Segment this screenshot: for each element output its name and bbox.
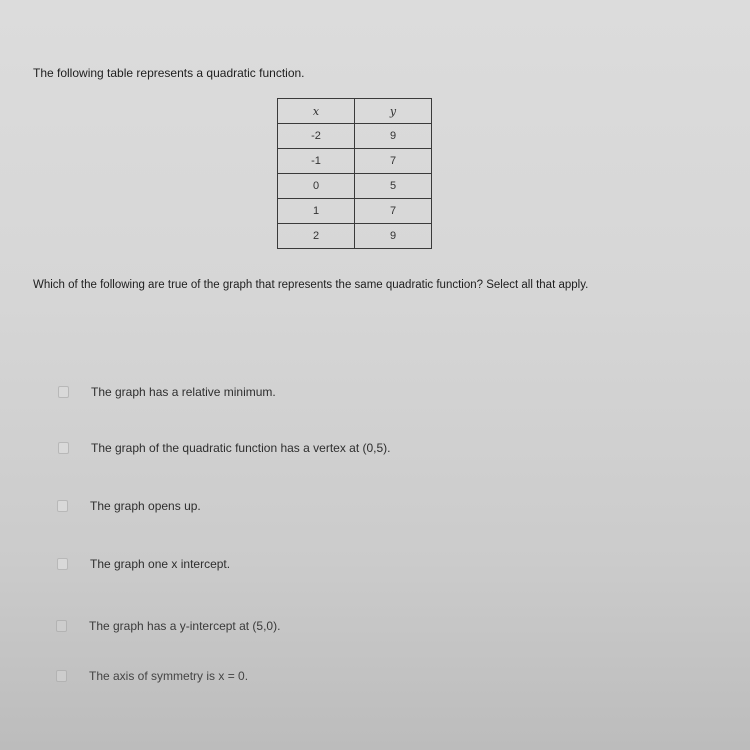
checkbox[interactable] xyxy=(57,558,68,570)
cell-y: 9 xyxy=(355,124,432,149)
option-y-intercept[interactable] xyxy=(56,619,280,633)
cell-y: 9 xyxy=(355,224,432,249)
cell-y: 7 xyxy=(355,149,432,174)
option-label: The axis of symmetry is x = 0. xyxy=(89,669,249,683)
checkbox[interactable] xyxy=(56,670,67,682)
table-row xyxy=(278,174,432,199)
cell-x: 2 xyxy=(278,224,355,249)
option-opens-up[interactable] xyxy=(57,499,201,513)
question-text: Which of the following are true of the graph that represents the same quadratic function? Select all that apply. xyxy=(33,279,589,291)
option-vertex[interactable] xyxy=(58,441,391,455)
table-row xyxy=(278,199,432,224)
option-label: The graph has a relative minimum. xyxy=(91,385,276,399)
header-y: y xyxy=(355,99,432,124)
cell-x: 1 xyxy=(278,199,355,224)
option-axis-of-symmetry[interactable] xyxy=(56,669,248,683)
option-x-intercept[interactable] xyxy=(57,557,230,571)
table-header-row xyxy=(278,99,432,124)
table-row xyxy=(278,124,432,149)
cell-y: 7 xyxy=(355,199,432,224)
option-label: The graph opens up. xyxy=(90,499,201,513)
checkbox[interactable] xyxy=(57,500,68,512)
table-row xyxy=(278,224,432,249)
checkbox[interactable] xyxy=(56,620,67,632)
quadratic-values-table xyxy=(277,98,432,249)
checkbox[interactable] xyxy=(58,386,69,398)
option-relative-minimum[interactable] xyxy=(58,385,276,399)
option-label: The graph has a y-intercept at (5,0). xyxy=(89,619,281,633)
option-label: The graph of the quadratic function has a vertex at (0,5). xyxy=(91,441,391,455)
checkbox[interactable] xyxy=(58,442,69,454)
option-label: The graph one x intercept. xyxy=(90,557,231,571)
question-prompt: The following table represents a quadratic function. xyxy=(33,66,305,80)
cell-y: 5 xyxy=(355,174,432,199)
cell-x: -2 xyxy=(278,124,355,149)
cell-x: 0 xyxy=(278,174,355,199)
table-row xyxy=(278,149,432,174)
cell-x: -1 xyxy=(278,149,355,174)
header-x: x xyxy=(278,99,355,124)
